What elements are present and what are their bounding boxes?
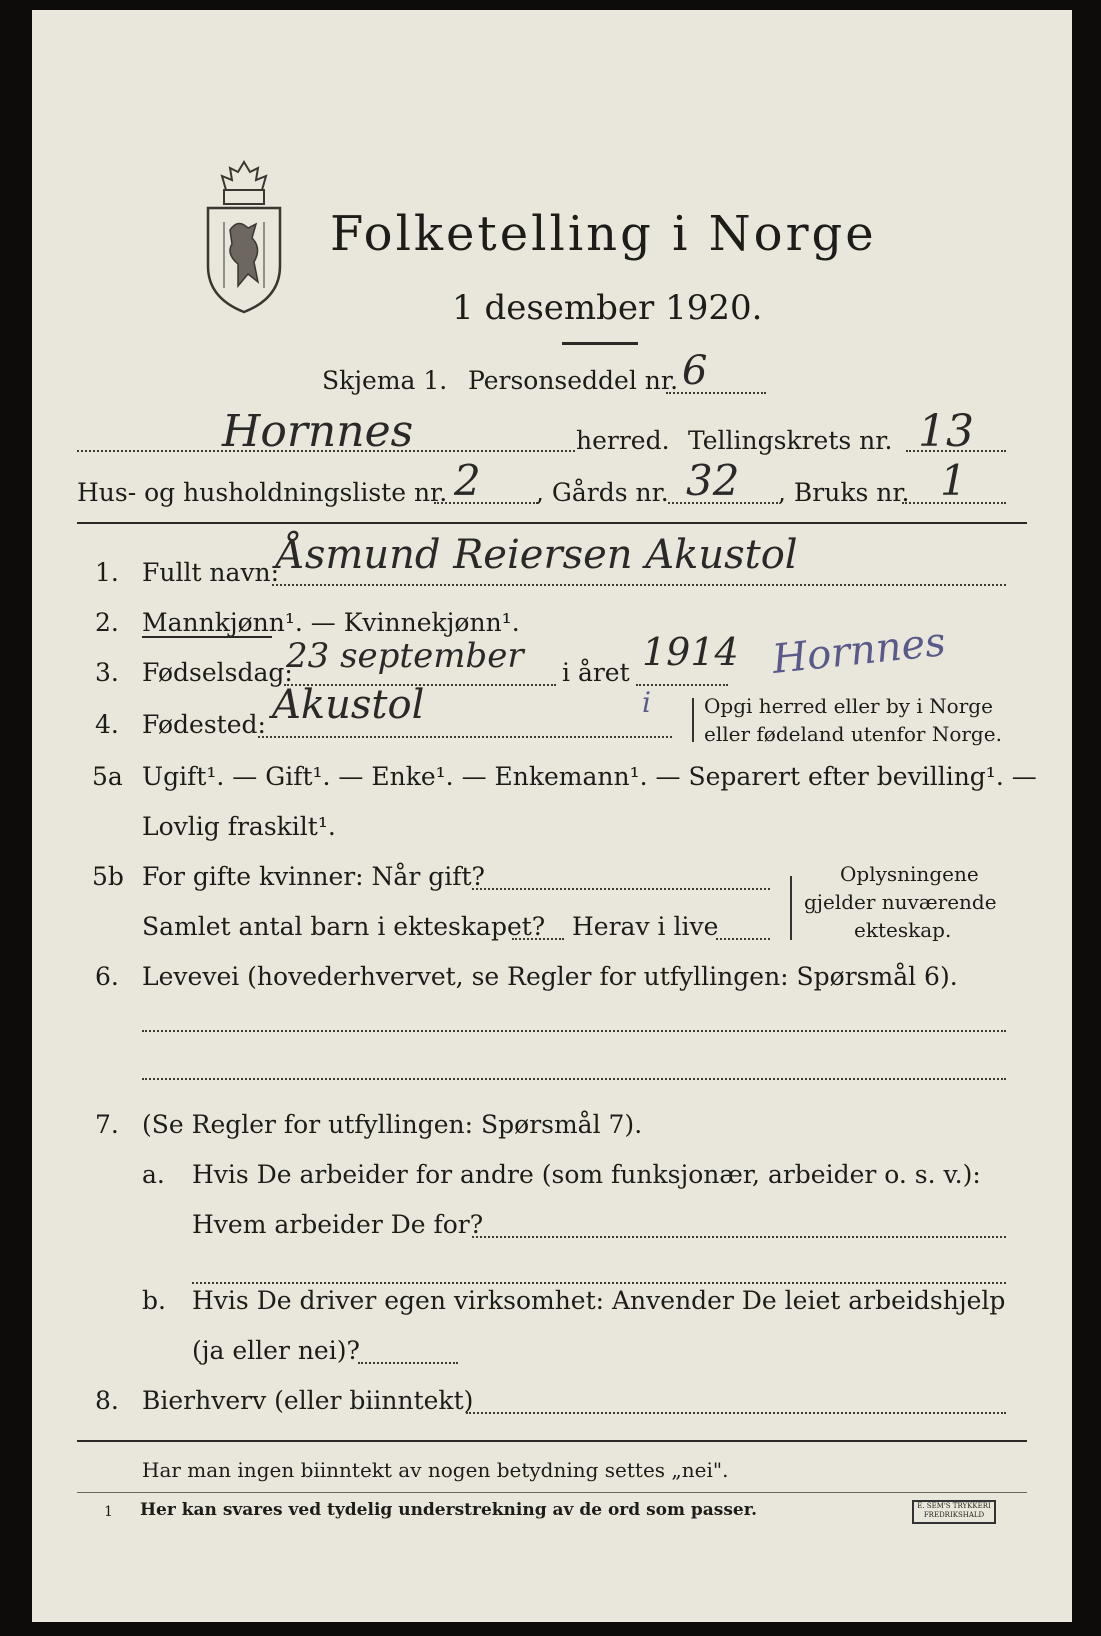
q5a-number: 5a: [92, 762, 123, 791]
personseddel-value[interactable]: 6: [682, 348, 708, 394]
q3-day-value[interactable]: 23 september: [286, 636, 524, 676]
q8-number: 8.: [95, 1386, 119, 1415]
q5b-note-line3: ekteskap.: [854, 918, 952, 942]
q5b-alive-line: [716, 938, 770, 940]
q5b-number: 5b: [92, 862, 124, 891]
footer-divider: [77, 1492, 1027, 1493]
q6-label: Levevei (hovederhvervet, se Regler for utfyllingen: Spørsmål 6).: [142, 962, 958, 991]
q4-label: Fødested:: [142, 710, 266, 739]
q3-extra-value[interactable]: Hornnes: [770, 619, 948, 683]
tellingskrets-label: Tellingskrets nr.: [688, 426, 893, 455]
q5b-note-line2: gjelder nuværende: [804, 890, 997, 914]
q4-brace: [692, 698, 694, 742]
personseddel-label: Personseddel nr.: [468, 366, 679, 395]
q2-label: Mannkjønn¹. — Kvinnekjønn¹.: [142, 608, 520, 637]
title-divider: [562, 342, 638, 345]
q4-line: [258, 736, 672, 738]
q7a-letter: a.: [142, 1160, 165, 1189]
q4-number: 4.: [95, 710, 119, 739]
q4-value[interactable]: Akustol: [272, 682, 425, 728]
q7a-extra-line: [192, 1282, 1006, 1284]
q3-year-value[interactable]: 1914: [642, 630, 739, 674]
printer-stamp: E. SEM'S TRYKKERI FREDRIKSHALD: [912, 1500, 996, 1524]
schema-label: Skjema 1.: [322, 366, 448, 395]
q5b-children-line: [512, 938, 564, 940]
q5b-line1: For gifte kvinner: Når gift?: [142, 862, 485, 891]
q1-number: 1.: [95, 558, 119, 587]
herred-value[interactable]: Hornnes: [222, 406, 414, 457]
q6-line2: [142, 1078, 1006, 1080]
gards-value[interactable]: 32: [686, 456, 740, 505]
q5b-note-line1: Oplysningene: [840, 862, 979, 886]
q7b-line2: (ja eller nei)?: [192, 1336, 360, 1365]
herred-label: herred.: [576, 426, 670, 455]
q6-number: 6.: [95, 962, 119, 991]
q5b-brace: [790, 876, 792, 940]
hus-line: [434, 502, 538, 504]
q7-number: 7.: [95, 1110, 119, 1139]
header-rule: [77, 522, 1027, 524]
tellingskrets-value[interactable]: 13: [918, 406, 974, 457]
q7a-line: [472, 1236, 1006, 1238]
q4-mark: i: [642, 686, 651, 719]
q5a-line1: Ugift¹. — Gift¹. — Enke¹. — Enkemann¹. — Separert efter bevilling¹. —: [142, 762, 1037, 791]
hus-label: Hus- og husholdningsliste nr.: [77, 478, 448, 507]
q7b-line: [358, 1362, 458, 1364]
q4-note-line2: eller fødeland utenfor Norge.: [704, 722, 1002, 746]
footnote-mark: 1: [104, 1504, 113, 1520]
q2-underline-mannkjonn: [142, 636, 272, 638]
q7b-line1: Hvis De driver egen virksomhet: Anvender De leiet arbeidshjelp: [192, 1286, 1006, 1315]
footer-rule: [77, 1440, 1027, 1442]
q7a-line1: Hvis De arbeider for andre (som funksjonær, arbeider o. s. v.):: [192, 1160, 981, 1189]
q5b-married-line: [472, 888, 770, 890]
q2-number: 2.: [95, 608, 119, 637]
q1-label: Fullt navn:: [142, 558, 280, 587]
gards-label: , Gårds nr.: [536, 478, 669, 507]
census-date: 1 desember 1920.: [452, 288, 763, 328]
q4-note-line1: Opgi herred eller by i Norge: [704, 694, 993, 718]
bruks-value[interactable]: 1: [940, 456, 967, 505]
hus-value[interactable]: 2: [454, 456, 481, 505]
coat-of-arms-icon: [200, 158, 288, 318]
personseddel-line: [666, 392, 766, 394]
q7b-letter: b.: [142, 1286, 166, 1315]
q5b-line2b: Herav i live: [572, 912, 719, 941]
q8-line: [466, 1412, 1006, 1414]
q3-label: Fødselsdag:: [142, 658, 293, 687]
footnote-text: Her kan svares ved tydelig understrekning av de ord som passer.: [140, 1500, 758, 1520]
q5a-line2: Lovlig fraskilt¹.: [142, 812, 336, 841]
q1-value[interactable]: Åsmund Reiersen Akustol: [276, 532, 798, 578]
bruks-label: , Bruks nr.: [778, 478, 910, 507]
census-form: [32, 10, 1072, 1622]
q3-number: 3.: [95, 658, 119, 687]
form-title: Folketelling i Norge: [330, 206, 877, 262]
q7a-line2: Hvem arbeider De for?: [192, 1210, 484, 1239]
q7-label: (Se Regler for utfyllingen: Spørsmål 7).: [142, 1110, 643, 1139]
q6-line1: [142, 1030, 1006, 1032]
q3-year-label: i året: [562, 658, 630, 687]
q5b-line2a: Samlet antal barn i ekteskapet?: [142, 912, 546, 941]
footer-note: Har man ingen biinntekt av nogen betydning settes „nei".: [142, 1458, 729, 1482]
q8-label: Bierhverv (eller biinntekt): [142, 1386, 474, 1415]
q1-line: [272, 584, 1006, 586]
